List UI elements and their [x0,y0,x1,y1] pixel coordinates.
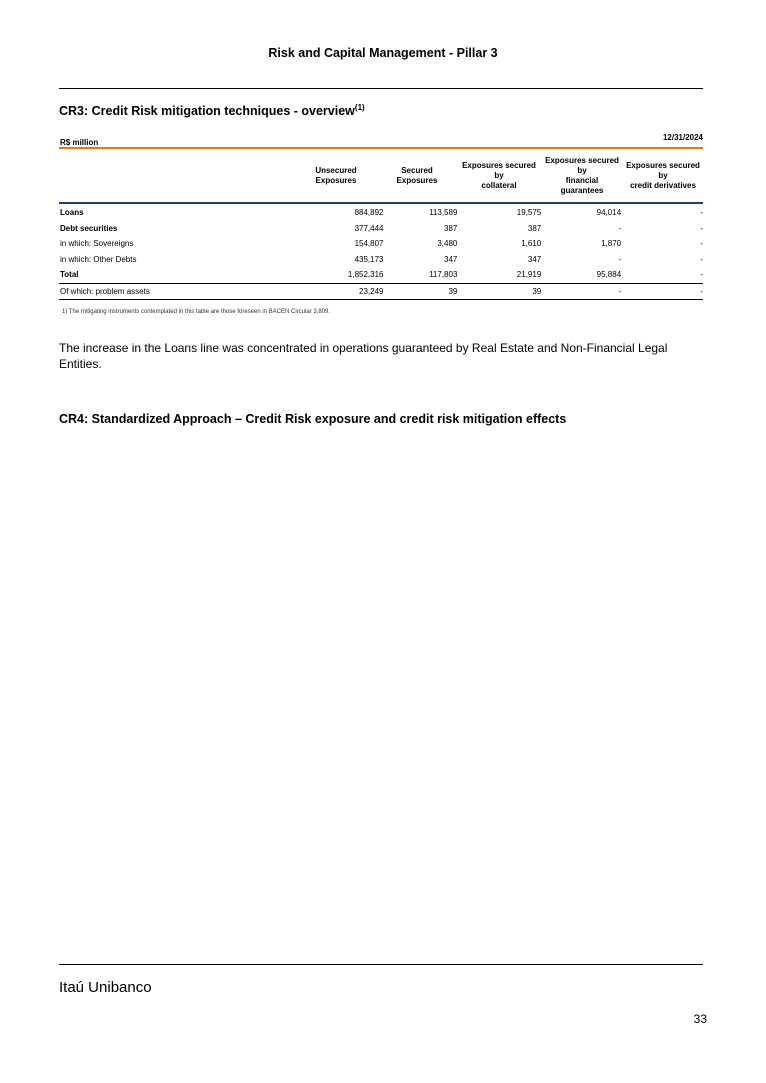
body-paragraph: The increase in the Loans line was concentrated in operations guaranteed by Real Estate and Non-Financial Legal Entities. [59,341,668,371]
cell-unsecured: 884,892 [354,208,384,218]
cell-secured: 387 [444,223,458,233]
cell-secured: 117,803 [429,270,458,280]
col-header-collateral: Exposures secured by collateral [462,161,536,190]
cell-financial-guarantees: - [541,283,621,300]
cell-unsecured: 435,173 [354,254,384,264]
cell-financial-guarantees: - [618,254,622,264]
cell-credit-derivatives: - [621,283,703,300]
table-row-loans [59,205,703,221]
cell-secured: 113,589 [429,208,458,218]
row-label: in which: Sovereigns [60,239,134,249]
cell-financial-guarantees: 1,870 [601,239,622,249]
cell-collateral: 347 [527,254,542,264]
cr3-title-text: CR3: Credit Risk mitigation techniques - overview [59,104,355,119]
col-header-financial-guarantees: Exposures secured by financial guarantees [545,156,619,195]
table-row-other-debts [59,252,703,268]
col-header-unsecured: Unsecured Exposures [315,166,357,185]
col-header-secured: Secured Exposures [396,166,438,185]
report-date: 12/31/2024 [662,133,703,142]
row-label: in which: Other Debts [60,254,137,264]
cell-credit-derivatives: - [700,223,703,233]
row-label: Total [60,270,79,280]
page-number: 33 [693,1012,707,1026]
cell-collateral: 39 [457,283,541,300]
cell-unsecured: 154,807 [354,239,384,249]
header-divider [59,88,703,89]
footer-brand: Itaú Unibanco [59,979,152,996]
cell-credit-derivatives: - [700,254,703,264]
cell-unsecured: 23,249 [306,283,384,300]
table-row-problem-assets [59,283,703,300]
cell-collateral: 19,575 [516,208,542,218]
cell-secured: 39 [383,283,457,300]
cell-collateral: 387 [527,223,542,233]
cell-financial-guarantees: 94,014 [596,208,622,218]
table-row-sovereigns [59,236,703,252]
cell-credit-derivatives: - [700,208,703,218]
cell-financial-guarantees: - [618,223,622,233]
cr3-table [59,205,703,300]
cell-credit-derivatives: - [700,270,703,280]
col-header-credit-derivatives: Exposures secured by credit derivatives [626,161,700,190]
row-label: Of which: problem assets [59,283,306,300]
cell-unsecured: 377,444 [354,223,384,233]
cell-credit-derivatives: - [700,239,703,249]
table-top-rule [59,147,703,149]
table-footnote: 1) The mitigating instruments contemplated in this table are those foreseen in BACEN Circular 3,809. [62,309,331,315]
cell-secured: 347 [444,254,458,264]
table-row-debt-securities [59,221,703,237]
cr3-section-title [59,103,365,118]
cell-unsecured: 1,852,316 [347,270,384,280]
footer-divider [59,964,703,965]
cell-collateral: 1,610 [521,239,542,249]
cr4-section-title: CR4: Standardized Approach – Credit Risk exposure and credit risk mitigation effects [59,412,567,426]
table-header-rule [59,202,703,204]
report-header-title: Risk and Capital Management - Pillar 3 [268,46,498,60]
cr3-title-footnote-marker: (1) [354,103,365,112]
row-label: Debt securities [60,223,118,233]
cell-secured: 3,480 [437,239,458,249]
cell-collateral: 21,919 [516,270,542,280]
cell-financial-guarantees: 95,884 [596,270,622,280]
table-row-total [59,267,703,283]
unit-label: R$ million [60,138,99,147]
row-label: Loans [60,208,84,218]
